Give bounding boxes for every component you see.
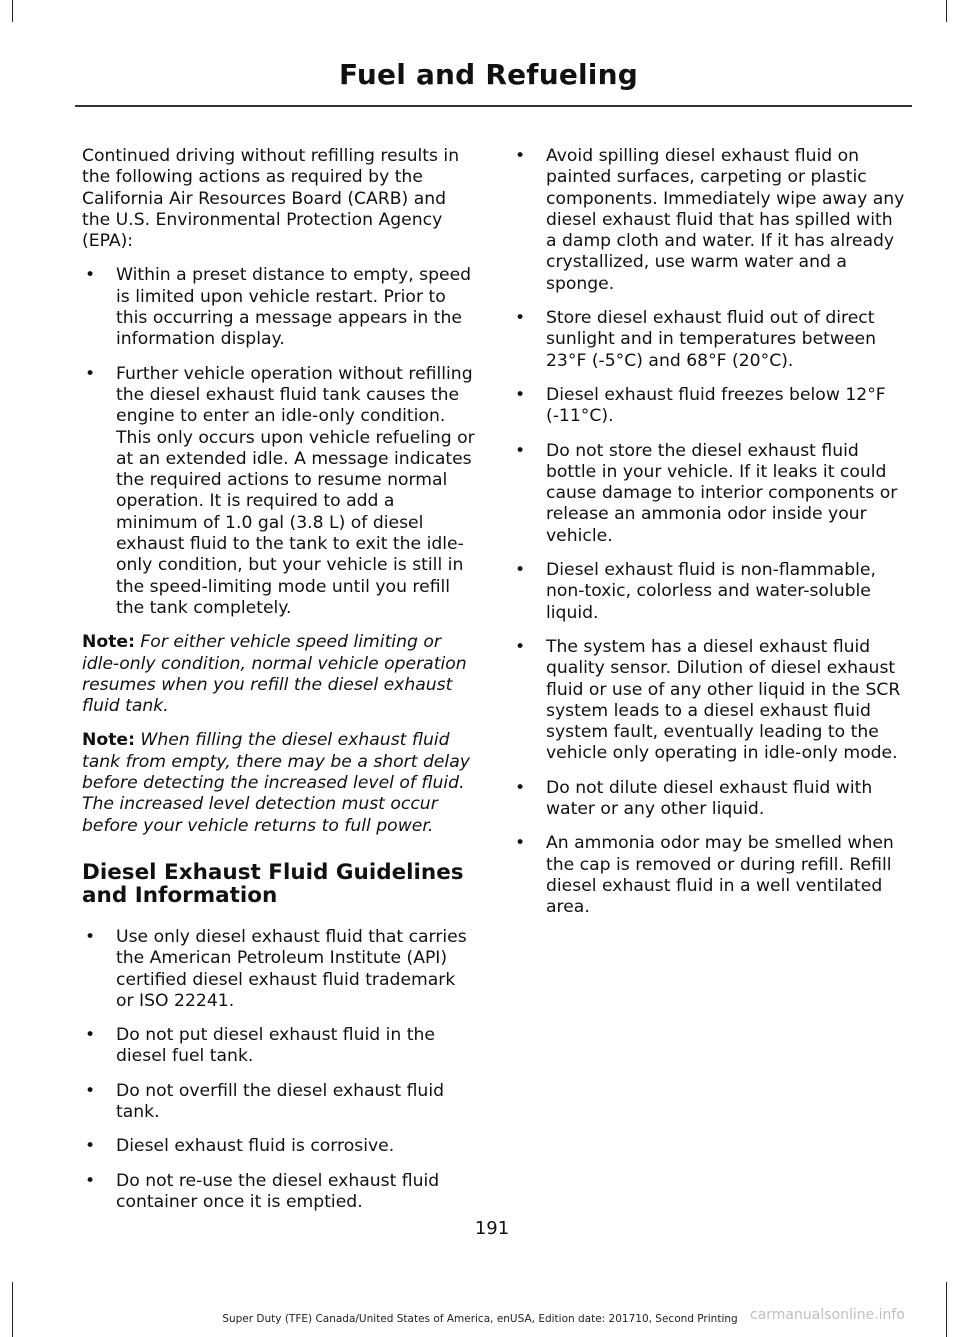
bullet-icon: • [515,384,526,405]
note-text: For either vehicle speed limiting or idle-only condition, normal vehicle operation resumes when you refill the diesel exhaust fluid tank. [82,632,467,717]
header-divider [75,105,912,107]
note-label: Note: [82,730,135,751]
list-item: • Diesel exhaust fluid is non-flammable, non-toxic, colorless and water-soluble liquid. [515,560,876,623]
note-label: Note: [82,632,135,653]
watermark: carmanualsonline.info [750,1307,905,1323]
bullet-icon: • [85,1025,96,1046]
list-item: • Diesel exhaust fluid freezes below 12°F (-11°C). [515,384,886,427]
bullet-icon: • [85,1136,96,1157]
intro-paragraph: Continued driving without refilling results in the following actions as required by the California Air Resources Board (CARB) and the U.S. Environmental Protection Agency (EPA): [82,146,460,252]
bullet-icon: • [515,440,526,461]
list-item: • Do not dilute diesel exhaust fluid with water or any other liquid. [515,777,873,820]
crop-mark-top-left [12,0,13,22]
crop-mark-bottom-left [12,1282,13,1337]
list-item: • The system has a diesel exhaust fluid quality sensor. Dilution of diesel exhaust fluid or use of any other liquid in the SCR system leads to a diesel exhaust fluid system fault, eventually leading to the vehicle only operating in idle-only mode. [515,636,901,764]
list-item: • Do not re-use the diesel exhaust fluid container once it is emptied. [85,1170,440,1212]
page-number: 191 [474,1218,510,1239]
list-item: • Further vehicle operation without refilling the diesel exhaust fluid tank causes the engine to enter an idle-only condition. This only occurs upon vehicle refueling or at an extended idle. A message indicates the required actions to resume normal operation. It is required to add a minimum of 1.0 gal (3.8 L) of diesel exhaust fluid to the tank to exit the idle-only condition, but your vehicle is still in the speed-limiting mode until you refill the tank completely. [85,363,475,618]
list-item: • Do not overfill the diesel exhaust fluid tank. [85,1080,445,1122]
bullet-icon: • [85,265,96,286]
bullet-icon: • [515,560,526,581]
guidelines-list [82,927,476,1213]
crop-mark-bottom-right [946,1282,947,1337]
bullet-icon: • [515,636,526,657]
bullet-icon: • [85,1170,96,1191]
bullet-icon: • [85,926,96,947]
section-heading: Diesel Exhaust Fluid Guidelines and Information [82,859,464,908]
list-item: • Diesel exhaust fluid is corrosive. [85,1136,395,1157]
bullet-icon: • [515,833,526,854]
page-title: Fuel and Refueling [338,58,638,91]
list-item: • Within a preset distance to empty, speed is limited upon vehicle restart. Prior to this occurring a message appears in the information display. [85,265,472,350]
bullet-icon: • [85,1080,96,1101]
list-item: • Store diesel exhaust fluid out of direct sunlight and in temperatures between 23°F (-5°C) and 68°F (20°C). [515,308,877,371]
list-item: • Use only diesel exhaust fluid that carries the American Petroleum Institute (API) certified diesel exhaust fluid trademark or ISO 22241. [85,926,467,1011]
handling-list [512,146,908,919]
bullet-icon: • [85,363,96,384]
list-item: • Do not store the diesel exhaust fluid bottle in your vehicle. If it leaks it could cause damage to interior components or release an ammonia odor inside your vehicle. [515,440,898,546]
crop-mark-top-right [946,0,947,22]
bullet-icon: • [515,777,526,798]
list-item: • An ammonia odor may be smelled when the cap is removed or during refill. Refill diesel exhaust fluid in a well ventilated area. [515,833,894,918]
list-item: • Avoid spilling diesel exhaust fluid on painted surfaces, carpeting or plastic components. Immediately wipe away any diesel exhaust fluid that has spilled with a damp cloth and water. If it has already crystallized, use warm water and a sponge. [515,146,905,294]
right-column [512,146,908,932]
list-item: • Do not put diesel exhaust fluid in the diesel fuel tank. [85,1025,435,1067]
note-text: When filling the diesel exhaust fluid tank from empty, there may be a short delay before detecting the increased level of fluid. The increased level detection must occur before your vehicle returns to full power. [82,730,470,836]
note-filling-delay [82,730,476,836]
speed-limit-list [82,265,476,619]
left-column [82,146,476,1226]
bullet-icon: • [515,146,526,166]
bullet-icon: • [515,308,526,329]
edition-footer: Super Duty (TFE) Canada/United States of America, enUSA, Edition date: 201710, Second Printing [222,1313,738,1325]
note-speed-limiting [82,632,476,717]
